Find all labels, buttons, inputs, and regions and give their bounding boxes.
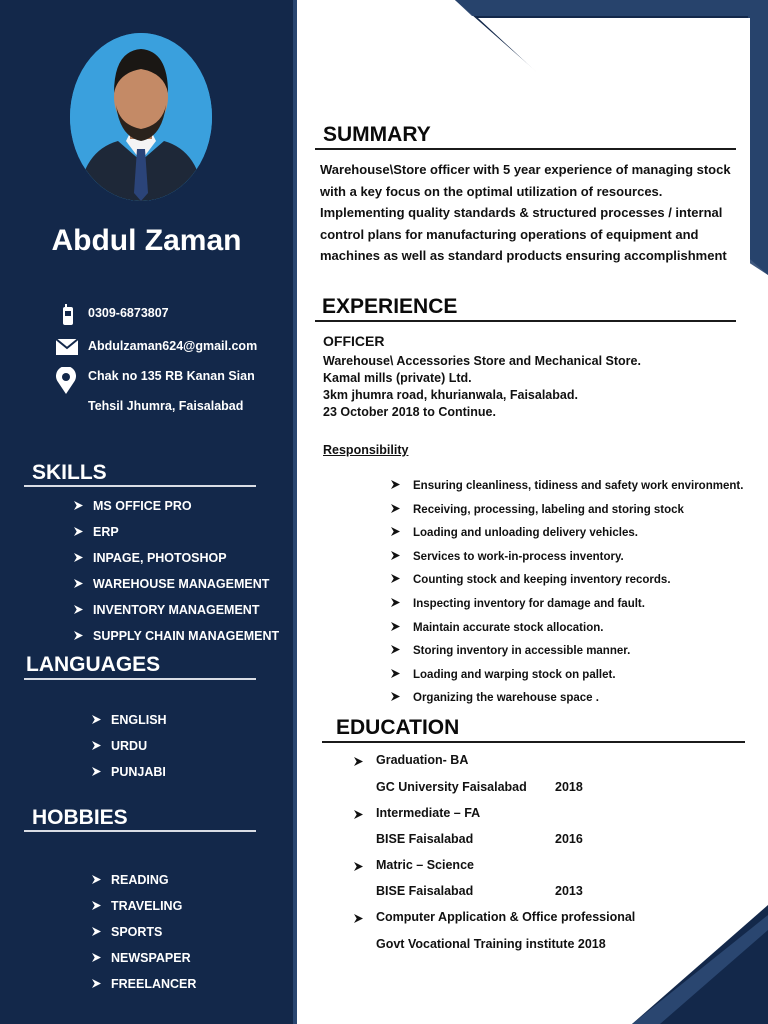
arrow-bullet-icon xyxy=(92,715,101,724)
arrow-bullet-icon xyxy=(391,645,400,654)
arrow-bullet-icon xyxy=(74,501,83,510)
arrow-bullet-icon xyxy=(92,953,101,962)
list-item: FREELANCER xyxy=(92,977,196,991)
education-institute: Govt Vocational Training institute 2018 xyxy=(376,937,606,951)
list-item: Maintain accurate stock allocation. xyxy=(391,622,603,634)
arrow-bullet-icon xyxy=(92,741,101,750)
hobbies-divider xyxy=(24,830,256,832)
list-item: PUNJABI xyxy=(92,765,166,779)
arrow-bullet-icon xyxy=(391,504,400,513)
list-item: Ensuring cleanliness, tidiness and safety work environment. xyxy=(391,480,743,492)
education-degree: Intermediate – FA xyxy=(376,806,481,820)
list-item: SPORTS xyxy=(92,925,162,939)
education-institute: GC University Faisalabad xyxy=(376,780,527,794)
arrow-bullet-icon xyxy=(391,480,400,489)
candidate-name: Abdul Zaman xyxy=(51,224,242,257)
profile-photo xyxy=(70,33,212,201)
arrow-bullet-icon xyxy=(74,631,83,640)
list-item: MS OFFICE PRO xyxy=(74,499,192,513)
experience-divider xyxy=(315,320,736,322)
arrow-bullet-icon xyxy=(74,579,83,588)
education-year: 2018 xyxy=(555,780,583,794)
languages-divider xyxy=(24,678,256,680)
experience-heading: EXPERIENCE xyxy=(322,295,458,318)
list-item: NEWSPAPER xyxy=(92,951,191,965)
list-item: Loading and unloading delivery vehicles. xyxy=(391,527,638,539)
job-role: OFFICER xyxy=(323,333,385,349)
list-item: SUPPLY CHAIN MANAGEMENT xyxy=(74,629,279,643)
education-degree: Matric – Science xyxy=(376,858,474,872)
languages-heading: LANGUAGES xyxy=(26,653,161,676)
education-institute: BISE Faisalabad xyxy=(376,884,474,898)
arrow-bullet-icon xyxy=(354,757,363,766)
list-item: INPAGE, PHOTOSHOP xyxy=(74,551,227,565)
arrow-bullet-icon xyxy=(391,669,400,678)
education-degree: Graduation- BA xyxy=(376,753,469,767)
job-line-4: 23 October 2018 to Continue. xyxy=(323,405,496,419)
arrow-bullet-icon xyxy=(92,767,101,776)
arrow-bullet-icon xyxy=(74,553,83,562)
list-item: READING xyxy=(92,873,169,887)
list-item: Loading and warping stock on pallet. xyxy=(391,669,616,681)
skills-heading: SKILLS xyxy=(32,461,107,484)
job-line-3: 3km jhumra road, khurianwala, Faisalabad. xyxy=(323,388,578,402)
arrow-bullet-icon xyxy=(354,862,363,871)
address-line-2: Tehsil Jhumra, Faisalabad xyxy=(88,399,244,413)
arrow-bullet-icon xyxy=(391,692,400,701)
phone-number: 0309-6873807 xyxy=(88,306,169,320)
arrow-bullet-icon xyxy=(92,901,101,910)
arrow-bullet-icon xyxy=(354,810,363,819)
arrow-bullet-icon xyxy=(391,551,400,560)
list-item: Storing inventory in accessible manner. xyxy=(391,645,630,657)
summary-text: Warehouse\Store officer with 5 year experience of managing stock with a key focus on the optimal utilization of resources. Implementing quality standards & structured processes / internal control plans for manufacturing operations of equipment and machines as well as standard products ensuring accomplishment xyxy=(320,162,731,263)
job-line-2: Kamal mills (private) Ltd. xyxy=(323,371,472,385)
phone-icon xyxy=(62,304,74,326)
list-item: TRAVELING xyxy=(92,899,182,913)
summary-heading: SUMMARY xyxy=(323,123,431,146)
list-item: Counting stock and keeping inventory records. xyxy=(391,574,671,586)
arrow-bullet-icon xyxy=(74,527,83,536)
education-degree: Computer Application & Office professional xyxy=(376,910,636,924)
education-divider xyxy=(322,741,745,743)
arrow-bullet-icon xyxy=(354,914,363,923)
arrow-bullet-icon xyxy=(74,605,83,614)
list-item: WAREHOUSE MANAGEMENT xyxy=(74,577,269,591)
arrow-bullet-icon xyxy=(391,574,400,583)
list-item: INVENTORY MANAGEMENT xyxy=(74,603,259,617)
list-item: ERP xyxy=(74,525,119,539)
responsibility-heading: Responsibility xyxy=(323,443,409,457)
arrow-bullet-icon xyxy=(391,622,400,631)
arrow-bullet-icon xyxy=(92,979,101,988)
list-item: Services to work-in-process inventory. xyxy=(391,551,624,563)
email-address: Abdulzaman624@gmail.com xyxy=(88,339,258,353)
job-line-1: Warehouse\ Accessories Store and Mechanical Store. xyxy=(323,354,641,368)
list-item: URDU xyxy=(92,739,147,753)
arrow-bullet-icon xyxy=(92,875,101,884)
hobbies-heading: HOBBIES xyxy=(32,806,128,829)
address-line-1: Chak no 135 RB Kanan Sian xyxy=(88,369,255,383)
arrow-bullet-icon xyxy=(391,598,400,607)
arrow-bullet-icon xyxy=(92,927,101,936)
education-year: 2013 xyxy=(555,884,583,898)
education-year: 2016 xyxy=(555,832,583,846)
arrow-bullet-icon xyxy=(391,527,400,536)
list-item: ENGLISH xyxy=(92,713,167,727)
sidebar-edge xyxy=(293,0,297,1024)
location-pin-icon xyxy=(55,367,77,395)
list-item: Inspecting inventory for damage and fault. xyxy=(391,598,645,610)
education-heading: EDUCATION xyxy=(336,716,460,739)
list-item: Receiving, processing, labeling and storing stock xyxy=(391,504,684,516)
education-institute: BISE Faisalabad xyxy=(376,832,474,846)
list-item: Organizing the warehouse space . xyxy=(391,692,599,704)
summary-divider xyxy=(315,148,736,150)
skills-divider xyxy=(24,485,256,487)
email-icon xyxy=(55,338,79,356)
